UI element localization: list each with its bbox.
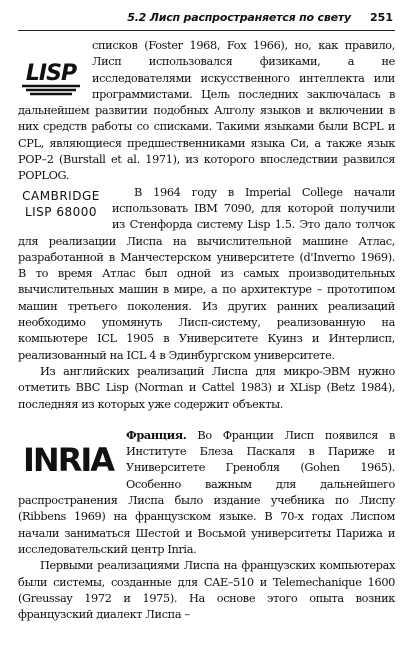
lisp-logo-icon (18, 56, 84, 96)
lisp-logo-text: LISP (25, 61, 77, 86)
paragraph-4 (18, 427, 395, 558)
paragraph-2-text: В 1964 году в Imperial College начали использовать IBM 7090, для которой получили из Стенфорда систему Lisp 1.5. Это дало толчок для реализации Лиспа на вычислительной машине Атлас, разработанной в Манчестерском университете (d'Inverno 1969). В то время Атлас был одной из самых производительных вычислительных машин в мире, а по архитектуре – прототипом машин третьего поколения. Из других ранних реализаций необходимо упомянуть Лисп-систему, реализованную на компьютере ICL 1905 в Университете Куинз и Интерлисп, реализованный на ICL 4 в Эдинбургском университете. (18, 185, 395, 362)
page-number: 251 (370, 11, 393, 24)
paragraph-4-text: Во Франции Лисп появился в Институте Блеза Паскаля в Париже и Университете Гренобля (Gohen 1965). Особенно важным для дальнейшего распространения Лиспа было издание учебника по Лиспу (Ribbens 1969) на французском языке. В 70-х годах Лиспом начали заниматься Шестой и Восьмой университеты Парижа и исследовательский центр Inria. (18, 428, 395, 556)
cambridge-logo-line-2: LISP 68000 (24, 204, 98, 219)
section-gap (18, 413, 395, 427)
inria-logo-icon (18, 441, 118, 477)
paragraph-3: Из английских реализаций Лиспа для микро-ЭВМ нужно отметить BBC Lisp (Norman и Cattel 1983) и XLisp (Betz 1984), последняя из которых уже содержит объекты. (18, 364, 395, 411)
paragraph-2 (18, 185, 395, 364)
page-body (18, 38, 395, 623)
page-header (18, 8, 395, 31)
inria-logo-text: INRIA (23, 440, 113, 477)
paragraph-1 (18, 38, 395, 185)
paragraph-1-text: списков (Foster 1968, Fox 1966), но, как правило, Лисп использовался физиками, а не исследователями искусственного интеллекта или программистами. Цель последних заключалась в дальнейшем развитии подобных Алголу языков и включении в них средств работы со списками. Такими языками были BCPL и CPL, являющиеся предшественниками языка Си, а также язык POP–2 (Burstall et al. 1971), из которого впоследствии развился POPLOG. (18, 39, 395, 183)
running-head: 5.2 Лисп распространяется по свету (127, 11, 351, 24)
paragraph-5: Первыми реализациями Лиспа на французских компьютерах были системы, созданные для CAE–510 и Telemechanique 1600 (Greussay 1972 и 1975). На основе этого опыта возник французский диалект Лиспа – (18, 559, 395, 622)
cambridge-logo-line-1: CAMBRIDGE (22, 188, 100, 203)
cambridge-lisp-logo (18, 188, 104, 220)
section-heading-france: Франция. (126, 427, 187, 442)
